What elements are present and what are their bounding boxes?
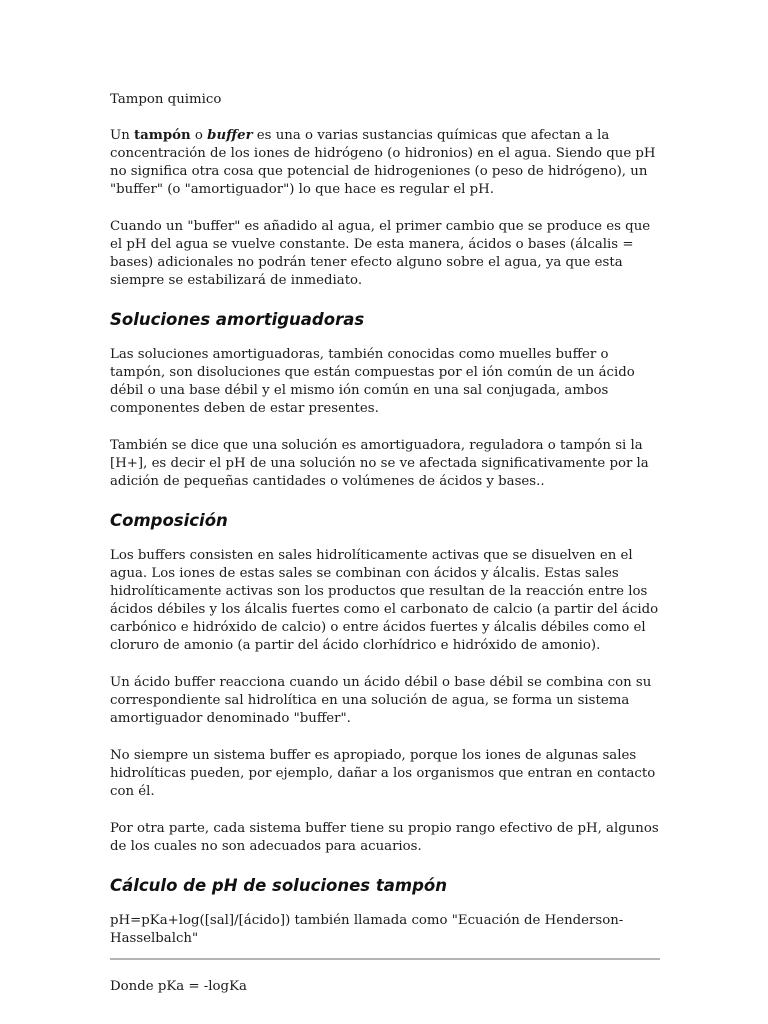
document-page	[110, 91, 660, 1015]
intro-term-tampon: tampón	[134, 128, 191, 143]
intro-pre: Un	[110, 128, 134, 143]
paragraph-soluciones-1: Las soluciones amortiguadoras, también conocidas como muelles buffer o tampón, son disoluciones que están compuestas por el ión común de un ácido débil o una base débil y el mismo ión común en una sal conjugada, ambos componentes deben de estar presentes.	[110, 347, 635, 416]
horizontal-divider	[110, 958, 660, 960]
intro-term-buffer: buffer	[207, 128, 253, 143]
paragraph-composicion-4: Por otra parte, cada sistema buffer tiene su propio rango efectivo de pH, algunos de los cuales no son adecuados para acuarios.	[110, 821, 659, 854]
section-heading-calculo: Cálculo de pH de soluciones tampón	[110, 876, 447, 895]
intro-mid: o	[190, 128, 208, 143]
paragraph-buffer-effect: Cuando un "buffer" es añadido al agua, el primer cambio que se produce es que el pH del agua se vuelve constante. De esta manera, ácidos o bases (álcalis = bases) adicionales no podrán tener efecto alguno sobre el agua, ya que esta siempre se estabilizará de inmediato.	[110, 219, 651, 288]
intro-rest: es una o varias sustancias químicas que afectan a la concentración de los iones de hidrógeno (o hidronios) en el agua. Siendo que pH no significa otra cosa que potencial de hidrogeniones (o peso de hidrógeno), un "buffer" (o "amortiguador") lo que hace es regular el pH.	[110, 128, 656, 197]
paragraph-henderson-equation: pH=pKa+log([sal]/[ácido]) también llamada como "Ecuación de Henderson-Hasselbalch"	[110, 913, 624, 946]
paragraph-composicion-3: No siempre un sistema buffer es apropiado, porque los iones de algunas sales hidrolíticas pueden, por ejemplo, dañar a los organismos que entran en contacto con él.	[110, 748, 656, 799]
paragraph-soluciones-2: También se dice que una solución es amortiguadora, reguladora o tampón si la [H+], es decir el pH de una solución no se ve afectada significativamente por la adición de pequeñas cantidades o volúmenes de ácidos y bases..	[110, 438, 649, 489]
section-heading-composicion: Composición	[110, 511, 228, 530]
intro-paragraph	[110, 127, 660, 199]
document-title: Tampon quimico	[110, 92, 222, 107]
paragraph-composicion-2: Un ácido buffer reacciona cuando un ácido débil o base débil se combina con su correspondiente sal hidrolítica en una solución de agua, se forma un sistema amortiguador denominado "buffer".	[110, 675, 652, 726]
footer-pka-definition: Donde pKa = -logKa	[110, 979, 247, 994]
paragraph-composicion-1: Los buffers consisten en sales hidrolíticamente activas que se disuelven en el agua. Los iones de estas sales se combinan con ácidos y álcalis. Estas sales hidrolíticamente activas son los productos que resultan de la reacción entre los ácidos débiles y los álcalis fuertes como el carbonato de calcio (a partir del ácido carbónico e hidróxido de calcio) o entre ácidos fuertes y álcalis débiles como el cloruro de amonio (a partir del ácido clorhídrico e hidróxido de amonio).	[110, 548, 659, 653]
section-heading-soluciones: Soluciones amortiguadoras	[110, 310, 365, 329]
